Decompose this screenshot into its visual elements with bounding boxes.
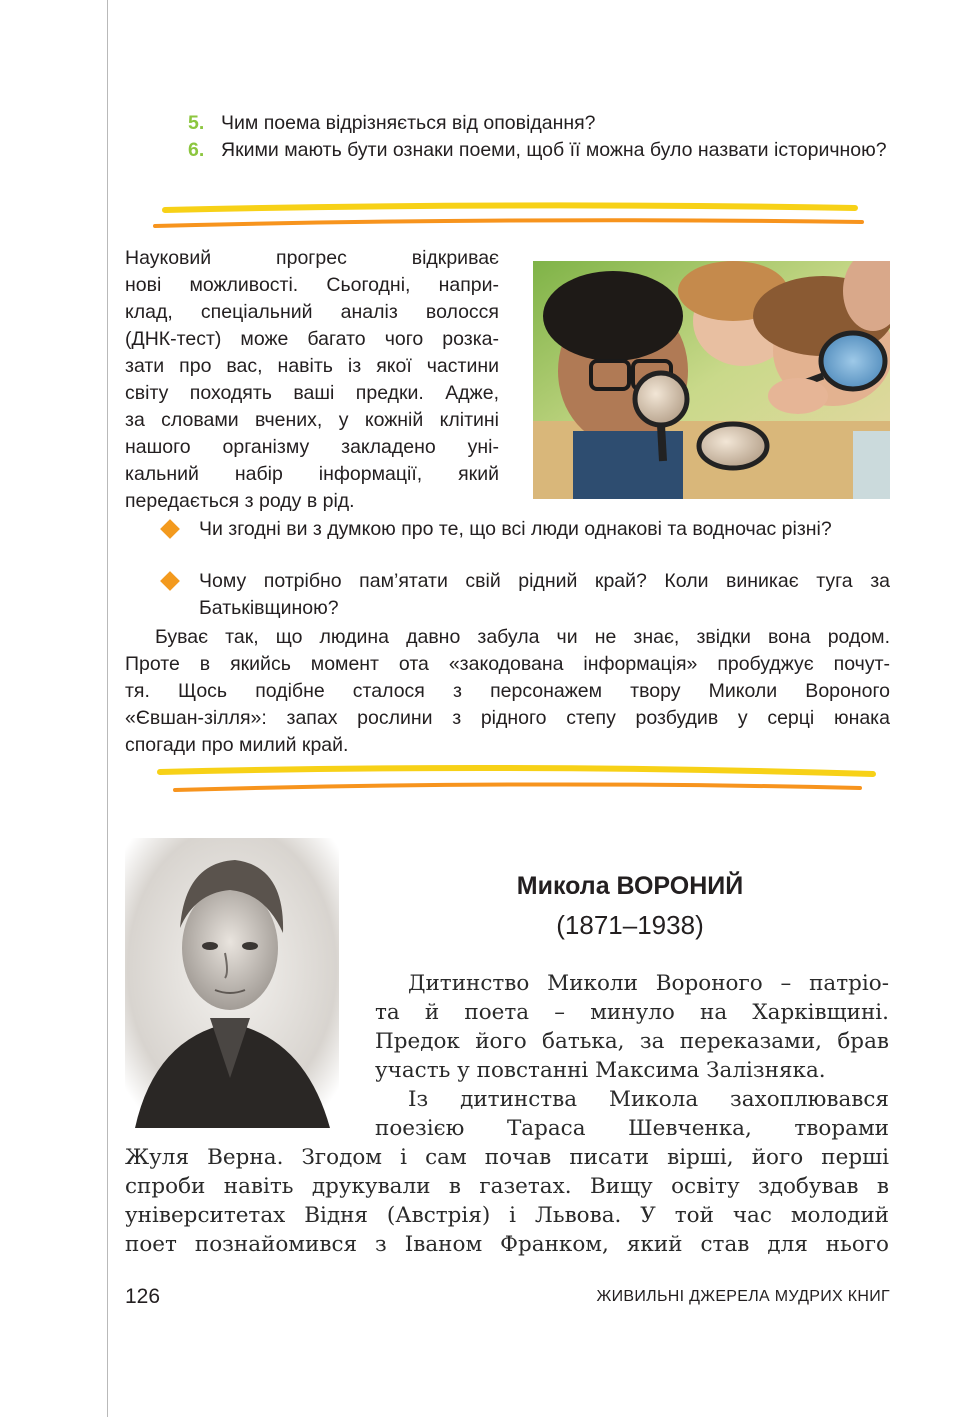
text-line: Буває так, що людина давно забула чи не знає, звідки вона родом. <box>155 626 890 648</box>
intro-text <box>125 245 499 515</box>
text-line: передається з роду в рід. <box>125 490 355 512</box>
text-line: Проте в якийсь момент ота «закодована інформація» пробуджує почут- <box>125 653 890 675</box>
text-line: клад, спеціальний аналіз волосся <box>125 301 499 323</box>
text-line: кальний набір інформації, який <box>125 463 499 485</box>
bullet-text: Чи згодні ви з думкою про те, що всі люди однакові та водночас різні? <box>199 518 832 540</box>
text-line: та й поета – минуло на Харківщині. <box>375 1000 889 1025</box>
bio-full-text <box>125 1143 889 1259</box>
question-text: Чим поема відрізняється від оповідання? <box>221 112 596 134</box>
text-line: Дитинство Миколи Вороного – патріо- <box>408 971 889 996</box>
text-line: участь у повстанні Максима Залізняка. <box>375 1058 826 1083</box>
text-line: Жуля Верна. Згодом і сам почав писати вірші, його перші <box>125 1145 889 1170</box>
paragraph <box>125 624 890 759</box>
text-line: (ДНК-тест) може багато чого розка- <box>125 328 499 350</box>
text-line: зати про вас, навіть із якої частини <box>125 355 499 377</box>
text-line: Предок його батька, за переказами, брав <box>375 1029 889 1054</box>
text-line: спроби навіть друкували в газетах. Вищу освіту здобував в <box>125 1174 889 1199</box>
bullet-item <box>163 568 890 622</box>
bio-side-text <box>375 969 889 1143</box>
bullet-item <box>163 516 890 543</box>
text-line: Науковий прогрес відкриває <box>125 247 499 269</box>
text-line: поет познайомився з Іваном Франком, який став для нього <box>125 1232 889 1257</box>
question-6 <box>188 137 888 164</box>
text-line: поезією Тараса Шевченка, творами <box>375 1116 889 1141</box>
page-number: 126 <box>125 1285 161 1308</box>
question-number: 5. <box>188 112 205 134</box>
text-line: спогади про милий край. <box>125 734 349 756</box>
text-line: нашого організму закладено уні- <box>125 436 499 458</box>
section-title: ЖИВИЛЬНІ ДЖЕРЕЛА МУДРИХ КНИГ <box>596 1288 890 1305</box>
text-line: «Євшан-зілля»: запах рослини з рідного степу розбудив у серці юнака <box>125 707 890 729</box>
bio-name-heading: Микола ВОРОНИЙ <box>516 872 744 900</box>
page-margin-line <box>107 0 108 1417</box>
decorative-divider <box>150 200 870 236</box>
text-line: тя. Щось подібне сталося з персонажем твору Миколи Вороного <box>125 680 890 702</box>
question-text: Якими мають бути ознаки поеми, щоб її можна було назвати історичною? <box>221 139 887 161</box>
text-line: світу походять ваші предки. Адже, <box>125 382 499 404</box>
text-line: Із дитинства Микола захоплювався <box>408 1087 889 1112</box>
orange-diamond-icon <box>160 519 180 539</box>
children-magnifier-photo <box>533 261 890 499</box>
bio-years: (1871–1938) <box>556 910 704 940</box>
text-line: нові можливості. Сьогодні, напри- <box>125 274 499 296</box>
orange-diamond-icon <box>160 571 180 591</box>
question-5 <box>188 110 888 137</box>
text-line: університетах Відня (Австрія) і Львова. У той час молодий <box>125 1203 889 1228</box>
portrait-photo <box>125 838 339 1128</box>
bullet-text: Чому потрібно пам’ятати свій рідний край? Коли виникає туга за Батьківщиною? <box>199 570 890 619</box>
text-line: за словами вчених, у кожній клітині <box>125 409 499 431</box>
decorative-divider <box>155 760 880 798</box>
question-number: 6. <box>188 139 205 161</box>
